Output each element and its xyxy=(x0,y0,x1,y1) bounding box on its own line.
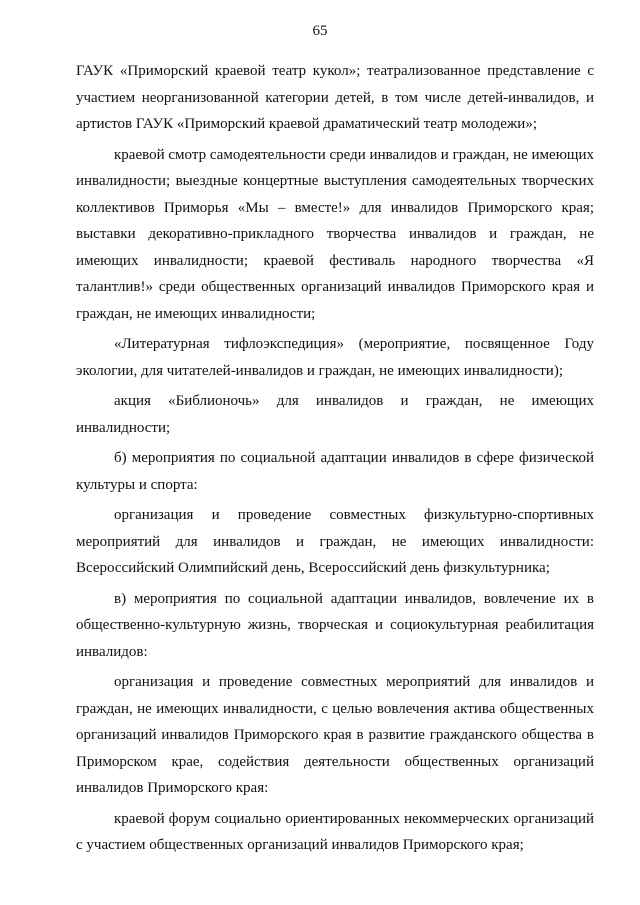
paragraph-regional-forum: краевой форум социально ориентированных некоммерческих организаций с участием общественных организаций инвалидов Приморского края; xyxy=(76,810,594,853)
paragraph-sports-events: организация и проведение совместных физкультурно-спортивных мероприятий для инвалидов и граждан, не имеющих инвалидности: Всероссийский Олимпийский день, Всероссийский день физкультурника; xyxy=(76,507,594,576)
paragraph-section-b: б) мероприятия по социальной адаптации инвалидов в сфере физической культуры и спорта: xyxy=(76,450,594,493)
paragraph-theatre: ГАУК «Приморский краевой театр кукол»; театрализованное представление с участием неорганизованной категории детей, в том числе детей-инвалидов, и артистов ГАУК «Приморский краевой драматический театр молодежи»; xyxy=(76,63,594,132)
document-body xyxy=(76,58,594,859)
paragraph-biblionight: акция «Библионочь» для инвалидов и граждан, не имеющих инвалидности; xyxy=(76,393,594,436)
paragraph-amateur-review: краевой смотр самодеятельности среди инвалидов и граждан, не имеющих инвалидности; выездные концертные выступления самодеятельных творческих коллективов Приморья «Мы – вместе!» для инвалидов Приморского края; выставки декоративно-прикладного творчества инвалидов и граждан, не имеющих инвалидности; краевой фестиваль народного творчества «Я талантлив!» среди общественных организаций инвалидов Приморского края и граждан, не имеющих инвалидности; xyxy=(76,146,594,322)
paragraph-joint-events: организация и проведение совместных мероприятий для инвалидов и граждан, не имеющих инвалидности, с целью вовлечения актива общественных организаций инвалидов Приморского края в развитие гражданского общества в Приморском крае, содействия деятельности общественных организаций инвалидов Приморского края: xyxy=(76,674,594,796)
page-number: 65 xyxy=(312,23,328,39)
paragraph-literary-expedition: «Литературная тифлоэкспедиция» (мероприятие, посвященное Году экологии, для читателей-инвалидов и граждан, не имеющих инвалидности); xyxy=(76,336,594,379)
paragraph-section-v: в) мероприятия по социальной адаптации инвалидов, вовлечение их в общественно-культурную жизнь, творческая и социокультурная реабилитация инвалидов: xyxy=(76,590,594,660)
